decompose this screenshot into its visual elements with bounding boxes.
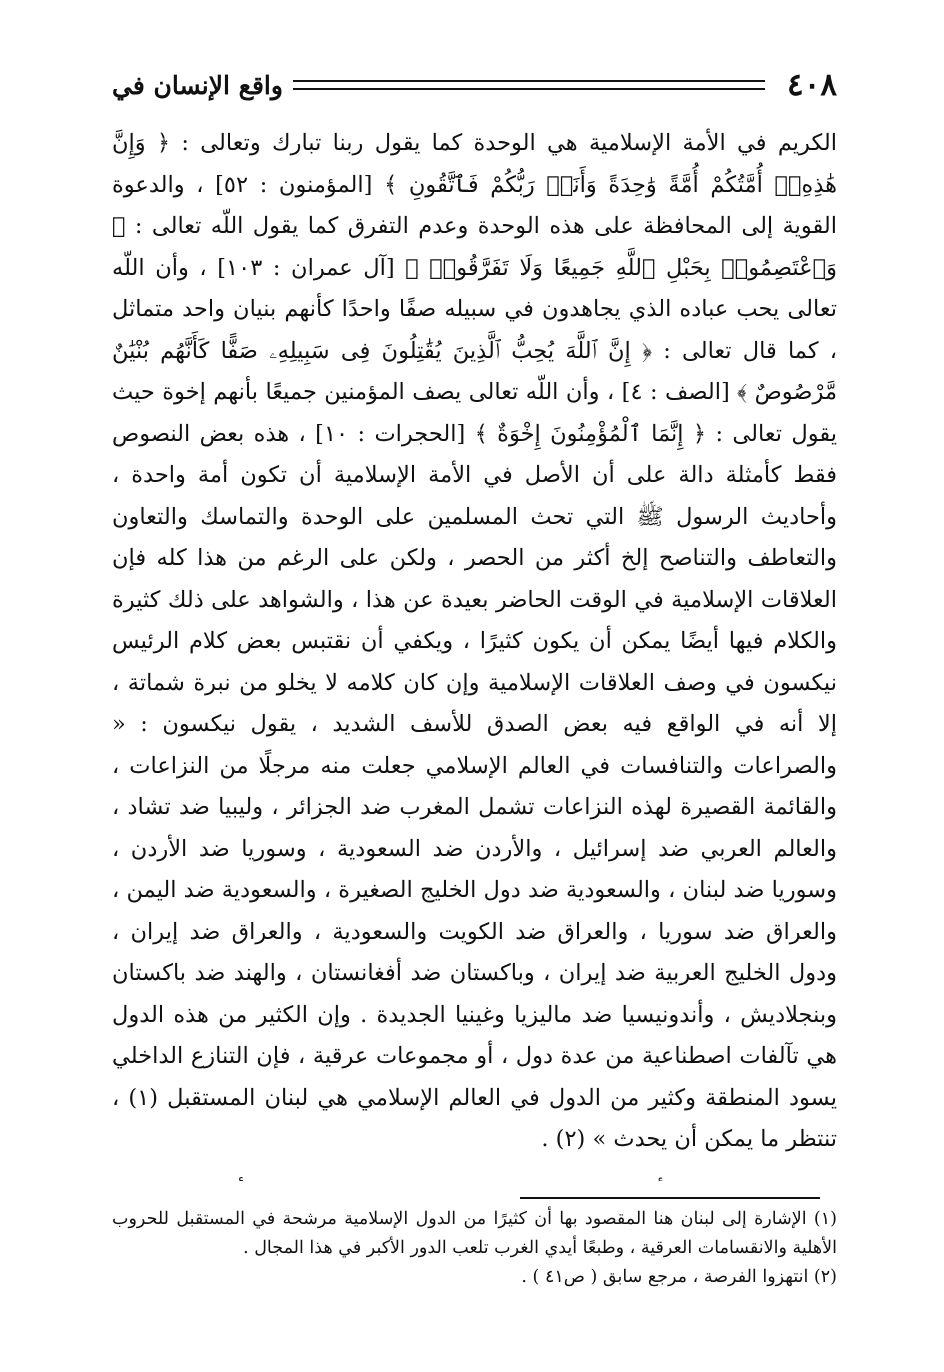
footnote-1: (١) الإشارة إلى لبنان هنا المقصود بها أن كثيرًا من الدول الإسلامية مرشحة في المستقبل للحروب الأهلية والانقسامات العرقية ، وطبعًا أيدي الغرب تلعب الدور الأكبر في هذا المجال . [112, 1209, 837, 1258]
page-header [112, 62, 837, 108]
running-title: واقع الإنسان في [112, 70, 283, 100]
footnote-separator [520, 1197, 820, 1199]
page-number: ٤٠٨ [787, 67, 837, 103]
paragraph [112, 1173, 837, 1182]
header-double-rule [293, 80, 765, 90]
footnotes [112, 1205, 837, 1325]
footnote-2: (٢) انتهزوا الفرصة ، مرجع سابق ( ص٤١ ) . [521, 1267, 837, 1287]
main-text [112, 123, 837, 1181]
paragraph: الكريم في الأمة الإسلامية هي الوحدة كما يقول ربنا تبارك وتعالى : ﴿ وَإِنَّ هَٰذِهِۦٓ أُمَّتُكُمْ أُمَّةً وَٰحِدَةً وَأَنَا۠ رَبُّكُمْ فَٱتَّقُونِ ﴾ [المؤمنون : ٥٢] ، والدعوة القوية إلى المحافظة على هذه الوحدة وعدم التفرق كما يقول اللّه تعالى : ﴿ وَٱعْتَصِمُوا۟ بِحَبْلِ ٱللَّهِ جَمِيعًا وَلَا تَفَرَّقُوا۟ ﴾ [آل عمران : ١٠٣] ، وأن اللّه تعالى يحب عباده الذي يجاهدون في سبيله صفًا واحدًا كأنهم بنيان واحد متماثل ، كما قال تعالى : ﴿ إِنَّ ٱللَّهَ يُحِبُّ ٱلَّذِينَ يُقَٰتِلُونَ فِى سَبِيلِهِۦ صَفًّا كَأَنَّهُم بُنْيَٰنٌ مَّرْصُوصٌ ﴾ [الصف : ٤] ، وأن اللّه تعالى يصف المؤمنين جميعًا بأنهم إخوة حيث يقول تعالى : ﴿ إِنَّمَا ٱلْمُؤْمِنُونَ إِخْوَةٌ ﴾ [الحجرات : ١٠] ، هذه بعض النصوص فقط كأمثلة دالة على أن الأصل في الأمة الإسلامية أن تكون أمة واحدة ، وأحاديث الرسول ﷺ التي تحث المسلمين على الوحدة والتماسك والتعاون والتعاطف والتناصح إلخ أكثر من الحصر ، ولكن على الرغم من هذا كله فإن العلاقات الإسلامية في الوقت الحاضر بعيدة عن هذا ، والشواهد على ذلك كثيرة والكلام فيها أيضًا يمكن أن يكون كثيرًا ، ويكفي أن نقتبس بعض كلام الرئيس نيكسون في وصف العلاقات الإسلامية وإن كان كلامه لا يخلو من نبرة شماتة ، إلا أنه في الواقع فيه بعض الصدق للأسف الشديد ، يقول نيكسون : « والصراعات والتنافسات في العالم الإسلامي جعلت منه مرجلًا من النزاعات ، والقائمة القصيرة لهذه النزاعات تشمل المغرب ضد الجزائر ، وليبيا ضد تشاد ، والعالم العربي ضد إسرائيل ، والأردن ضد السعودية ، وسوريا ضد الأردن ، وسوريا ضد لبنان ، والسعودية ضد دول الخليج الصغيرة ، والسعودية ضد اليمن ، والعراق ضد سوريا ، والعراق ضد الكويت والسعودية ، والعراق ضد إيران ، ودول الخليج العربية ضد إيران ، وباكستان ضد أفغانستان ، والهند ضد باكستان وبنجلاديش ، وأندونيسيا ضد ماليزيا وغينيا الجديدة . وإن الكثير من هذه الدول هي تآلفات اصطناعية من عدة دول ، أو مجموعات عرقية ، فإن التنازع الداخلي يسود المنطقة وكثير من الدول في العالم الإسلامي هي لبنان المستقبل (١) ، تنتظر ما يمكن أن يحدث » (٢) . [112, 130, 837, 1152]
